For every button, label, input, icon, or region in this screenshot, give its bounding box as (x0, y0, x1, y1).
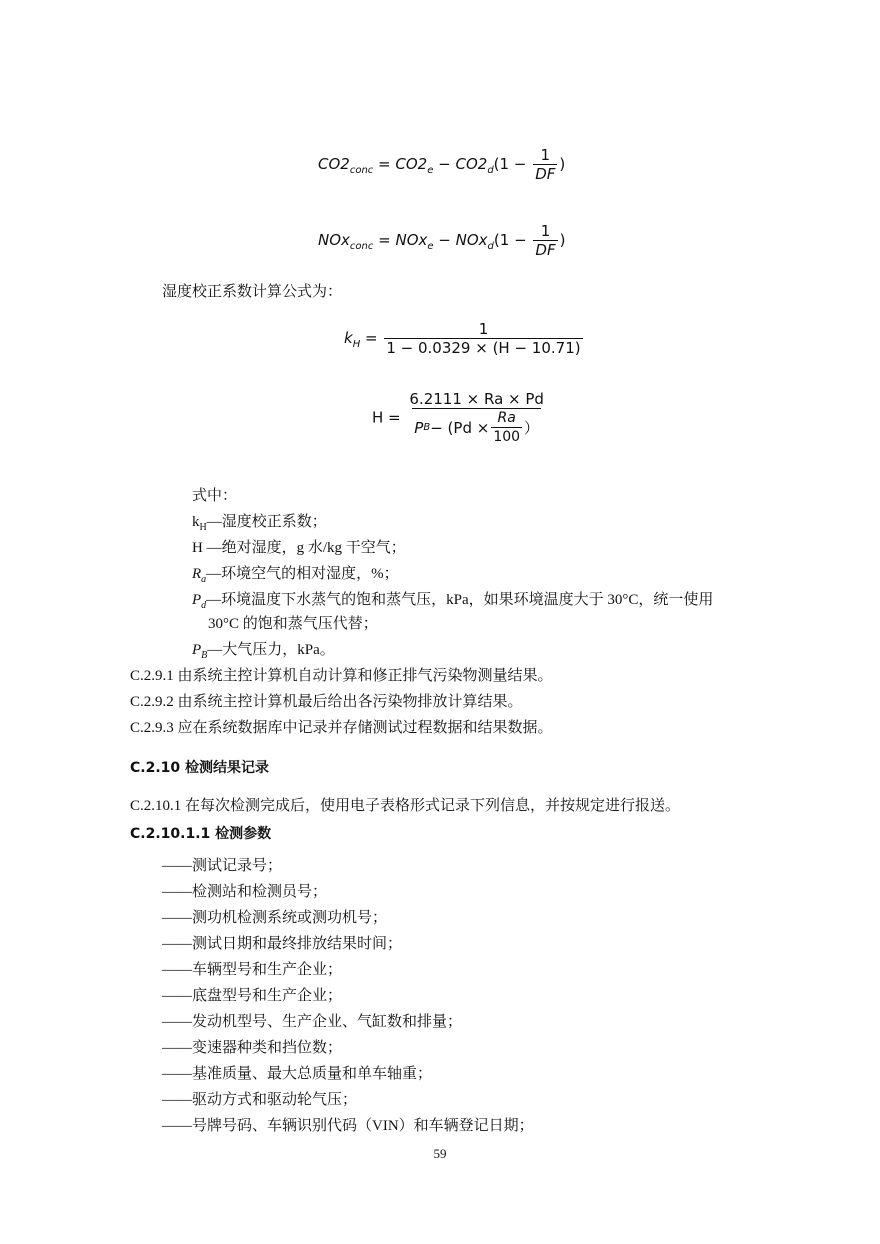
list-item: ——车辆型号和生产企业； (162, 962, 343, 978)
def-pb: $P_B—$大气压力，kPa。 (192, 642, 335, 661)
def-kh: $k_H—$湿度校正系数； (192, 514, 327, 533)
list-item: ——号牌号码、车辆识别代码（VIN）和车辆登记日期； (162, 1118, 534, 1134)
clause-c293: C.2.9.3 应在系统数据库中记录并存储测试过程数据和结果数据。 (130, 720, 553, 736)
list-item: ——检测站和检测员号； (162, 884, 328, 900)
def-pd-continued: 30°C 的饱和蒸气压代替； (208, 616, 378, 632)
list-item: ——变速器种类和挡位数； (162, 1040, 343, 1056)
kh-fraction: $\frac{1}{1 - 0.0329 \times (H - 10.71)}$ (386, 320, 581, 357)
def-pd: $P_d—$环境温度下水蒸气的饱和蒸气压，kPa，如果环境温度大于 30°C，统一使用 (192, 592, 714, 611)
co2-formula: $CO2_{conc} = CO2_e - CO2_d(1$ − $\frac{1}{DF}$ ) (318, 146, 566, 183)
co2-fraction: $\frac{1}{DF}$ (535, 146, 556, 183)
co2-lhs: CO2 (318, 155, 350, 173)
intro-text: 湿度校正系数计算公式为： (162, 284, 343, 300)
def-h: H —绝对湿度，g 水/kg 干空气； (192, 540, 406, 556)
list-item: ——驱动方式和驱动轮气压； (162, 1092, 358, 1108)
h-formula: H = 6.2111 × Ra × Pd P B − (Pd × $\frac{Ra}{100}$ ） (372, 390, 544, 445)
def-ra: $R_a—$环境空气的相对湿度，%； (192, 566, 399, 585)
nox-formula: NOx$_{conc}$ = NOx$_e$ − NOx$_d$(1 − $\frac{1}{DF}$ ) (318, 222, 566, 259)
list-item: ——发动机型号、生产企业、气缸数和排量； (162, 1014, 463, 1030)
h-inner-fraction: $\frac{Ra}{100}$ (493, 410, 521, 445)
page-number: 59 (433, 1146, 447, 1161)
list-item: ——测功机检测系统或测功机号； (162, 910, 388, 926)
section-heading-c210: C.2.10 检测结果记录 (130, 760, 270, 776)
list-item: ——测试记录号； (162, 858, 283, 874)
where-label: 式中： (192, 488, 238, 504)
subheading-c21011: C.2.10.1.1 检测参数 (130, 826, 272, 842)
list-item: ——测试日期和最终排放结果时间； (162, 936, 403, 952)
nox-fraction: $\frac{1}{DF}$ (535, 222, 556, 259)
clause-c292: C.2.9.2 由系统主控计算机最后给出各污染物排放计算结果。 (130, 694, 523, 710)
list-item: ——底盘型号和生产企业； (162, 988, 343, 1004)
h-fraction: 6.2111 × Ra × Pd P B − (Pd × $\frac{Ra}{100}$ ） (409, 390, 544, 445)
clause-c291: C.2.9.1 由系统主控计算机自动计算和修正排气污染物测量结果。 (130, 668, 553, 684)
clause-c2101: C.2.10.1 在每次检测完成后，使用电子表格形式记录下列信息，并按规定进行报送。 (130, 798, 681, 814)
kh-formula: $k_H$ = $\frac{1}{1 - 0.0329 \times (H - 10.71)}$ (344, 320, 581, 357)
list-item: ——基准质量、最大总质量和单车轴重； (162, 1066, 433, 1082)
